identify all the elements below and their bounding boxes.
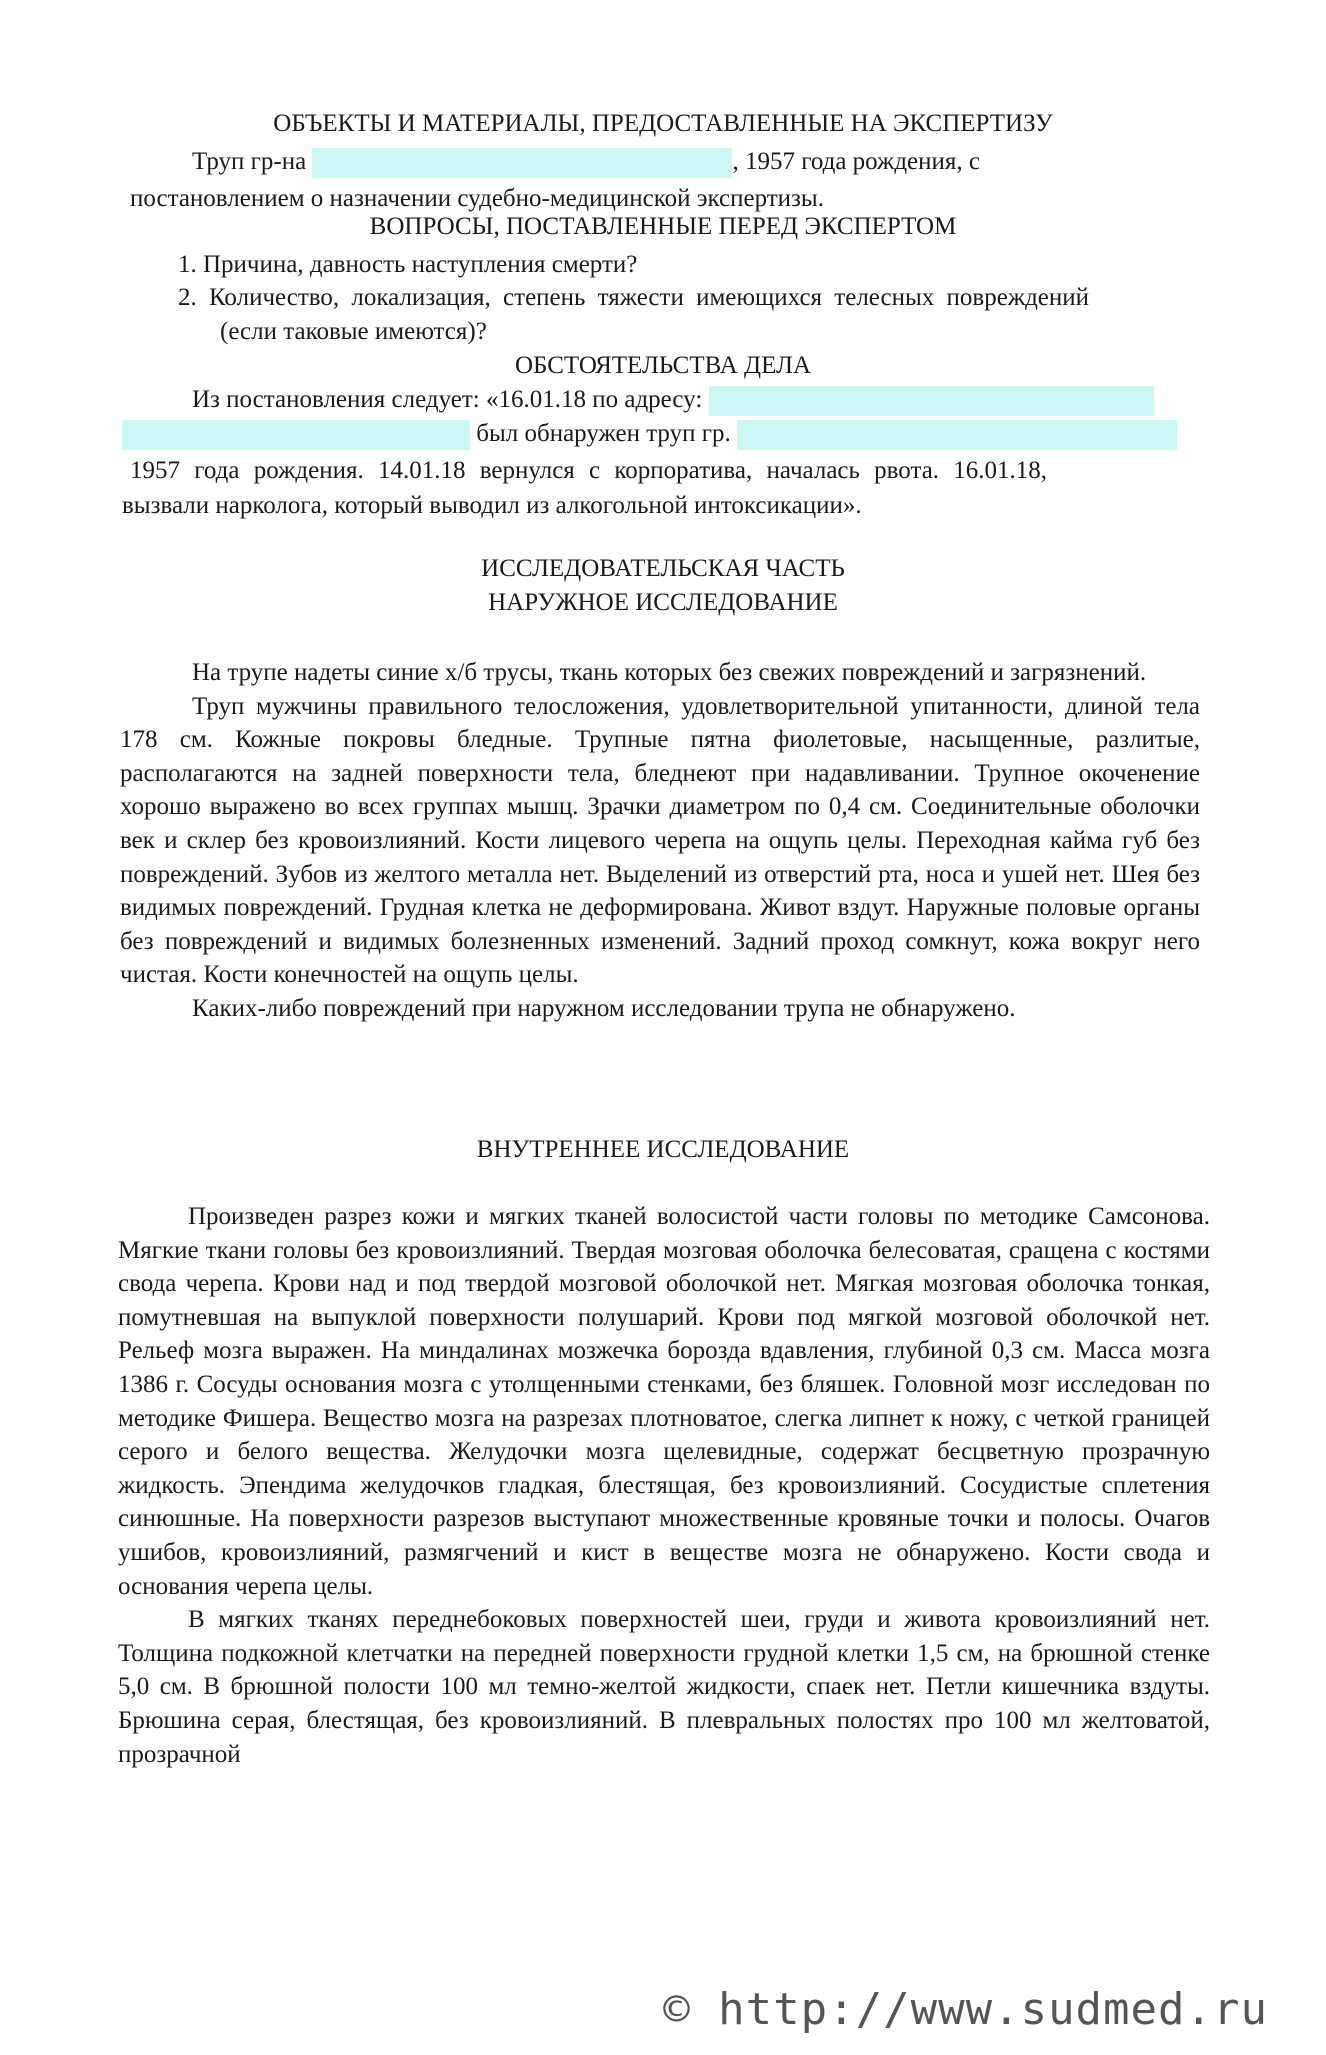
internal-exam-text: [118, 1200, 1210, 1771]
watermark: © http://www.sudmed.ru: [663, 1984, 1268, 2035]
question-2: 2. Количество, локализация, степень тяжести имеющихся телесных повреждений: [178, 284, 1090, 311]
redacted-name: [312, 148, 732, 178]
question-2-continued: (если таковые имеются)?: [220, 318, 487, 345]
external-p3: Каких-либо повреждений при наружном исследовании трупа не обнаружено.: [192, 994, 1016, 1022]
objects-line-1: [192, 146, 1092, 178]
circumstances-line-3: 1957 года рождения. 14.01.18 вернулся с корпоратива, началась рвота. 16.01.18,: [130, 457, 1048, 484]
external-exam-text: [120, 656, 1200, 1026]
redacted-person: [737, 420, 1177, 450]
internal-p2: В мягких тканях переднебоковых поверхностей шеи, груди и живота кровоизлияний нет. Толщина подкожной клетчатки на передней поверхности грудной клетки 1,5 см, на брюшной стенке 5,0 см. В брюшной полости 100 мл темно-желтой жидкости, спаек нет. Петли кишечника вздуты. Брюшина серая, блестящая, без кровоизлияний. В плевральных полостях про 100 мл желтоватой, прозрачной: [118, 1606, 1210, 1768]
circumstances-line-2: [122, 418, 1242, 450]
circumstances-line-2-text: был обнаружен труп гр.: [476, 420, 731, 447]
circumstances-line-1: [192, 384, 1272, 416]
objects-line-2: постановлением о назначении судебно-медицинской экспертизы.: [130, 185, 824, 212]
external-p2: Труп мужчины правильного телосложения, удовлетворительной упитанности, длиной тела 178 см. Кожные покровы бледные. Трупные пятна фиолетовые, насыщенные, разлитые, располагаются на задней поверхности тела, бледнеют при надавливании. Трупное окоченение хорошо выражено во всех группах мышц. Зрачки диаметром по 0,4 см. Соединительные оболочки век и склер без кровоизлияний. Кости лицевого черепа на ощупь целы. Переходная кайма губ без повреждений. Зубов из желтого металла нет. Выделений из отверстий рта, носа и ушей нет. Шея без видимых повреждений. Грудная клетка не деформирована. Живот вздут. Наружные половые органы без повреждений и видимых болезненных изменений. Задний проход сомкнут, кожа вокруг него чистая. Кости конечностей на ощупь целы.: [120, 692, 1200, 989]
circumstances-line-1-text: Из постановления следует: «16.01.18 по адресу:: [192, 386, 703, 413]
redacted-address: [709, 386, 1154, 416]
circumstances-title: ОБСТОЯТЕЛЬСТВА ДЕЛА: [514, 352, 812, 379]
objects-line-1-start: Труп гр-на: [192, 148, 307, 175]
external-exam-title: НАРУЖНОЕ ИССЛЕДОВАНИЕ: [488, 589, 838, 616]
questions-title: ВОПРОСЫ, ПОСТАВЛЕННЫЕ ПЕРЕД ЭКСПЕРТОМ: [369, 213, 957, 240]
question-1: 1. Причина, давность наступления смерти?: [178, 251, 638, 278]
external-p1: На трупе надеты синие х/б трусы, ткань которых без свежих повреждений и загрязнений.: [192, 659, 1147, 686]
internal-exam-title: ВНУТРЕННЕЕ ИССЛЕДОВАНИЕ: [476, 1136, 850, 1163]
objects-line-1-end: , 1957 года рождения, с: [732, 148, 980, 175]
redacted-address-cont: [122, 420, 470, 450]
circumstances-line-4: вызвали нарколога, который выводил из алкогольной интоксикации».: [122, 492, 862, 519]
internal-p1: Произведен разрез кожи и мягких тканей волосистой части головы по методике Самсонова. Мягкие ткани головы без кровоизлияний. Твердая мозговая оболочка белесоватая, сращена с костями свода черепа. Крови над и под твердой мозговой оболочкой нет. Мягкая мозговая оболочка тонкая, помутневшая на выпуклой поверхности полушарий. Крови под мягкой мозговой оболочкой нет. Рельеф мозга выражен. На миндалинах мозжечка борозда вдавления, глубиной 0,3 см. Масса мозга 1386 г. Сосуды основания мозга с утолщенными стенками, без бляшек. Головной мозг исследован по методике Фишера. Вещество мозга на разрезах плотноватое, слегка липнет к ножу, с четкой границей серого и белого вещества. Желудочки мозга щелевидные, содержат бесцветную прозрачную жидкость. Эпендима желудочков гладкая, блестящая, без кровоизлияний. Сосудистые сплетения синюшные. На поверхности разрезов выступают множественные кровяные точки и полосы. Очагов ушибов, кровоизлияний, размягчений и кист в веществе мозга не обнаружено. Кости свода и основания черепа целы.: [118, 1203, 1210, 1600]
research-title: ИССЛЕДОВАТЕЛЬСКАЯ ЧАСТЬ: [481, 555, 845, 582]
objects-title: ОБЪЕКТЫ И МАТЕРИАЛЫ, ПРЕДОСТАВЛЕННЫЕ НА ЭКСПЕРТИЗУ: [273, 110, 1053, 137]
